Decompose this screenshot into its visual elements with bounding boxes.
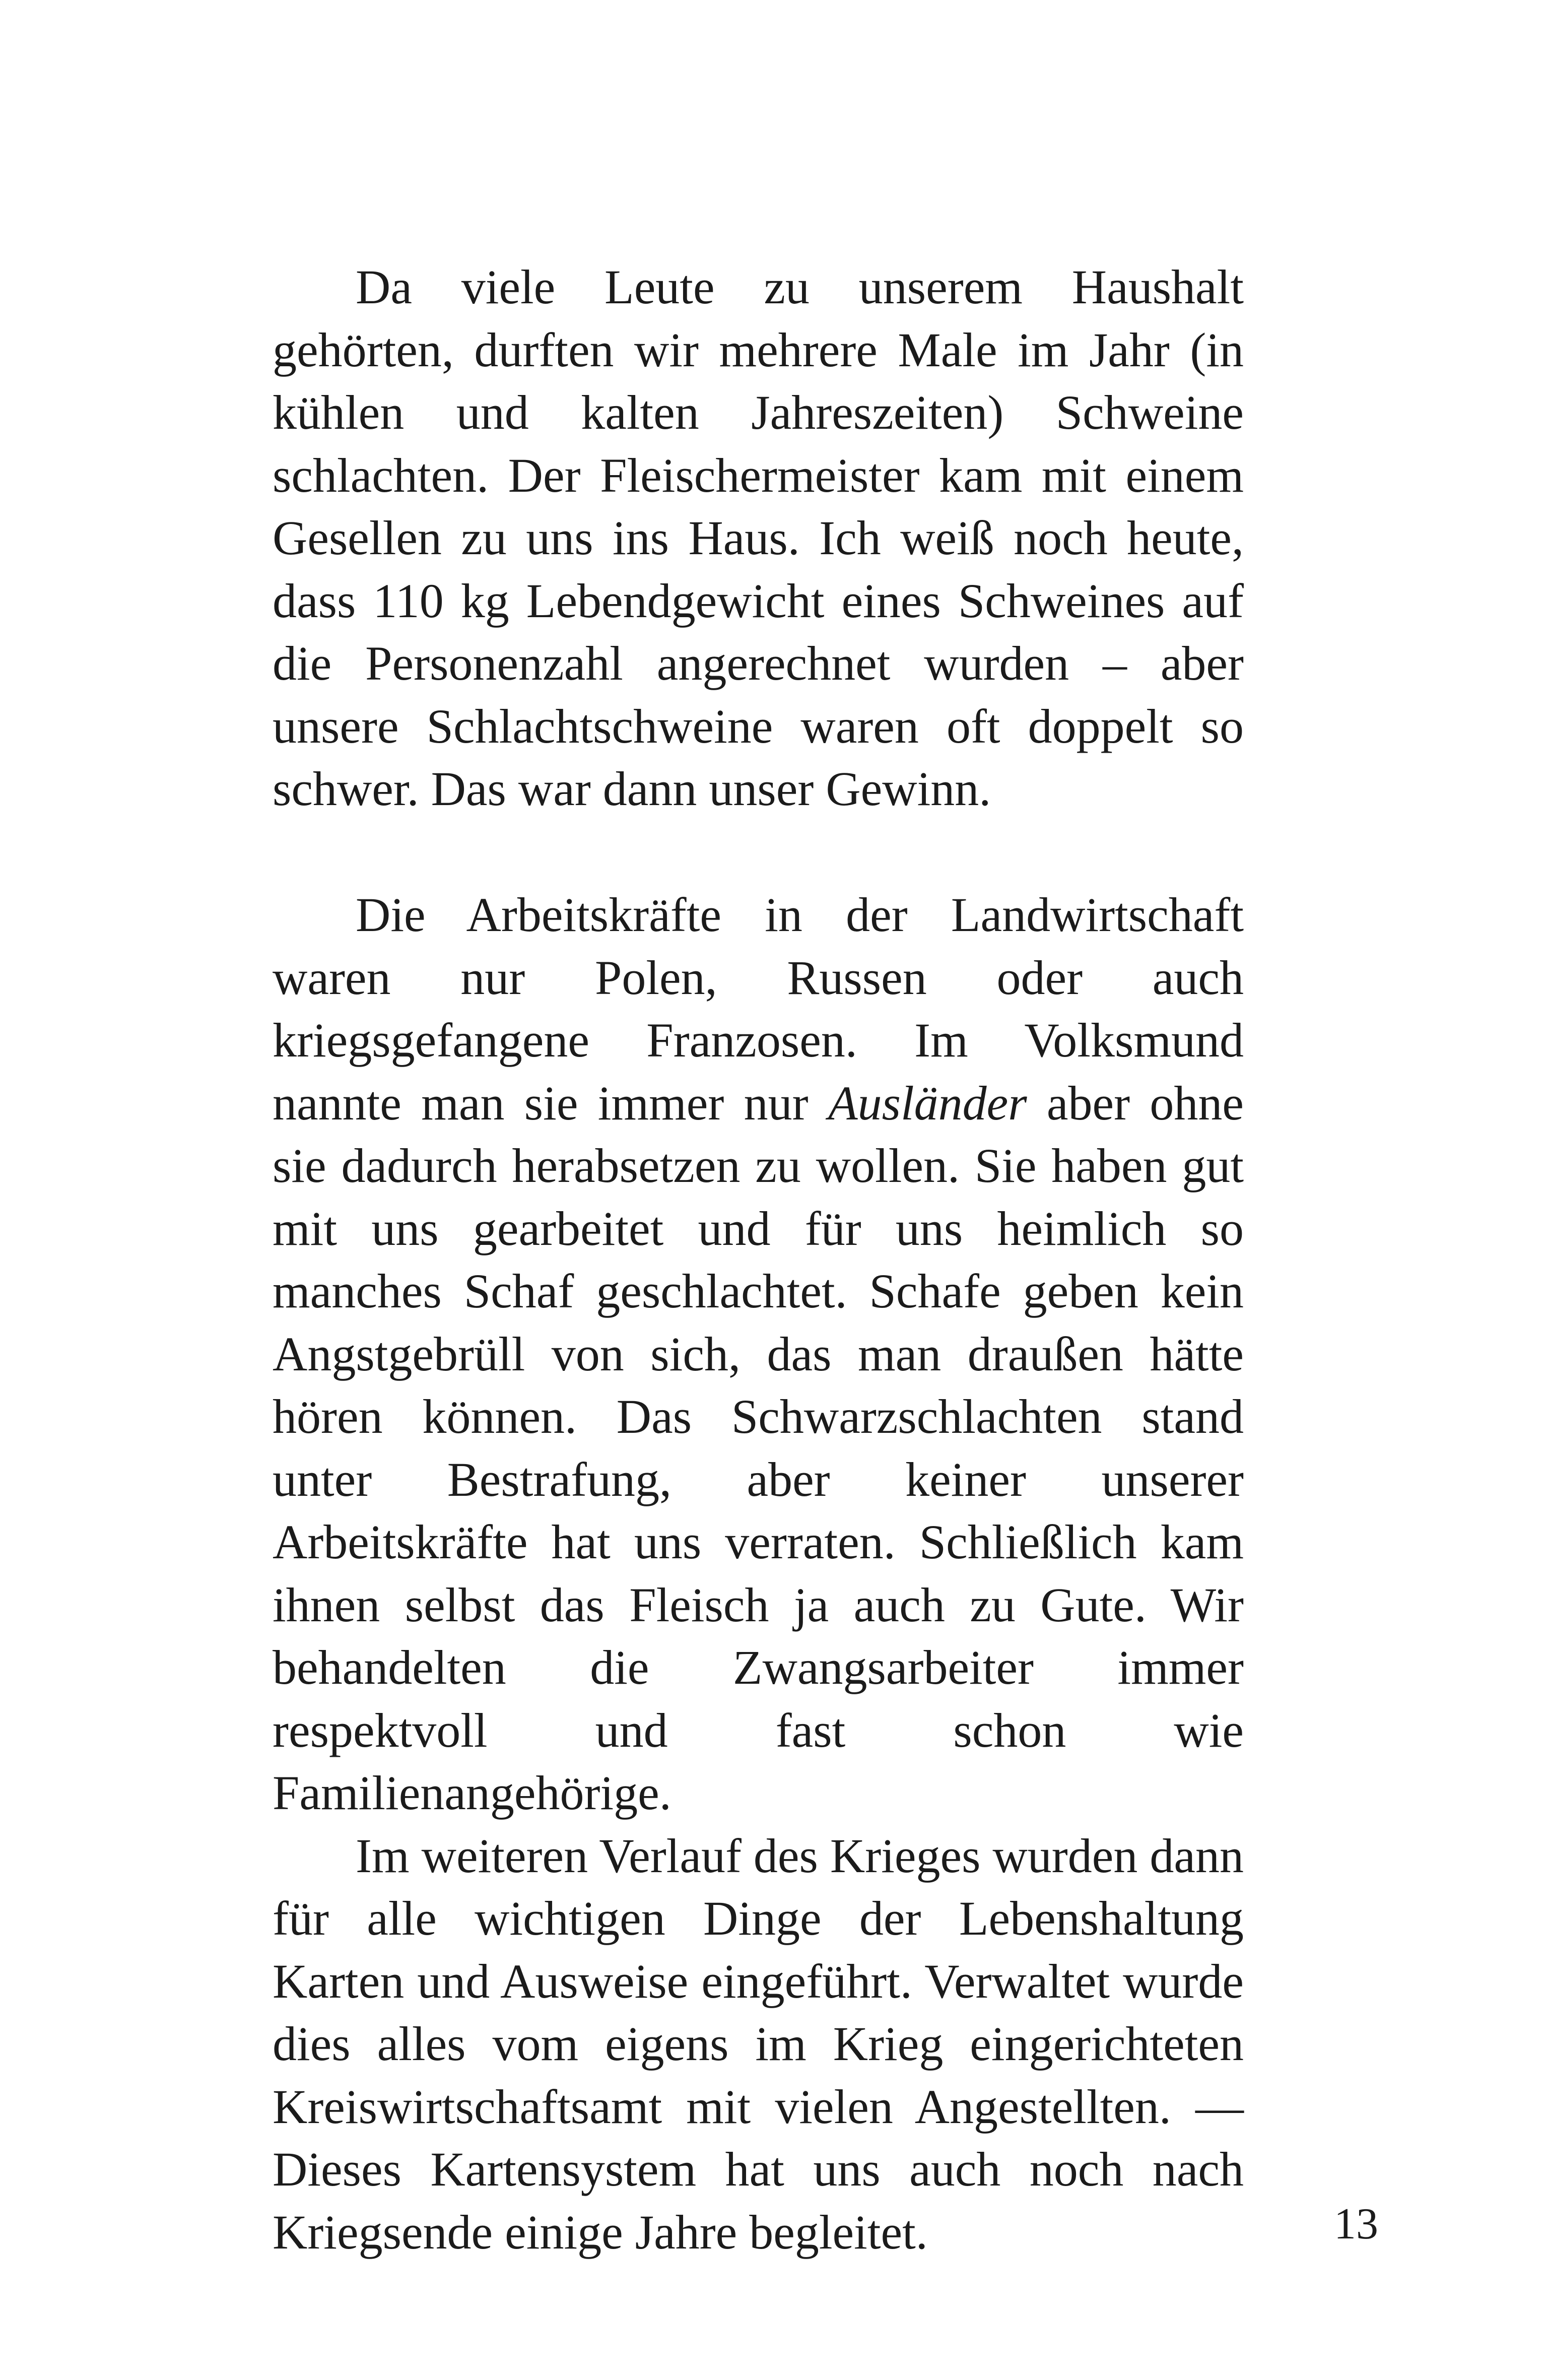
text-block-bottom xyxy=(273,884,1244,2264)
paragraph-arbeitskraefte-text-1: Die Arbeitskräfte in der Landwirtschaft waren nur Polen, Russen oder auch kriegsgefangene Franzosen. Im Volksmund nannte man sie immer nur xyxy=(273,888,1244,1130)
italic-term-auslaender: Ausländer xyxy=(828,1076,1027,1130)
paragraph-arbeitskraefte xyxy=(273,884,1244,1825)
paragraph-kartensystem: Im weiteren Verlauf des Krieges wurden dann für alle wichtigen Dinge der Lebenshaltung Karten und Ausweise eingeführt. Verwaltet wurde dies alles vom eigens im Krieg eingerichteten Kreiswirtschaftsamt mit vielen Angestellten. — Dieses Kartensystem hat uns auch noch nach Kriegsende einige Jahre begleitet. xyxy=(273,1828,1244,2259)
paragraph-schlachten: Da viele Leute zu unserem Haushalt gehörten, durften wir mehrere Male im Jahr (in kühlen und kalten Jahreszeiten) Schweine schlachten. Der Fleischermeister kam mit einem Gesellen zu uns ins Haus. Ich weiß noch heute, dass 110 kg Lebendgewicht eines Schweines auf die Personenzahl angerechnet wurden – aber unsere Schlachtschweine waren oft doppelt so schwer. Das war dann unser Gewinn. xyxy=(273,260,1244,816)
text-block-top xyxy=(273,256,1244,821)
paragraph-arbeitskraefte-text-2: aber ohne sie dadurch herabsetzen zu wollen. Sie haben gut mit uns gearbeitet und für uns heimlich so manches Schaf geschlachtet. Schafe geben kein Angstgebrüll von sich, das man draußen hätte hören können. Das Schwarzschlachten stand unter Bestrafung, aber keiner unserer Arbeitskräfte hat uns verraten. Schließlich kam ihnen selbst das Fleisch ja auch zu Gute. Wir behandelten die Zwangsarbeiter immer respektvoll und fast schon wie Familienangehörige. xyxy=(273,1076,1244,1820)
page-number: 13 xyxy=(1334,2200,1378,2249)
